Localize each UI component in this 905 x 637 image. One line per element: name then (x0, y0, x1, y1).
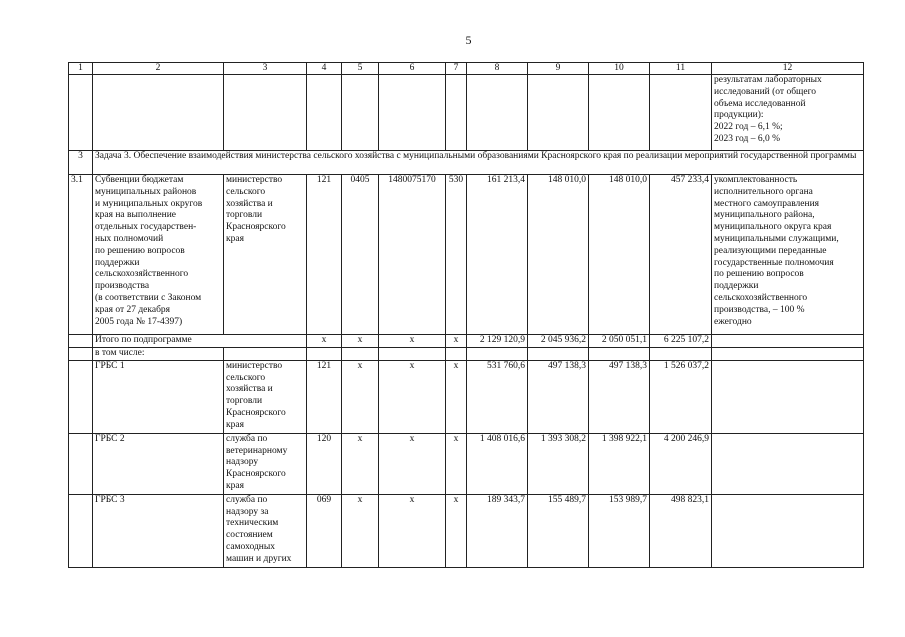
measure-number: 3.1 (69, 175, 93, 335)
grbs-org: служба по ветеринарному надзору Красноярского края (224, 433, 307, 494)
grbs-c5: x (342, 433, 379, 494)
grbs-c7: x (446, 360, 467, 433)
grbs-label: ГРБС 3 (93, 494, 224, 567)
grbs-2023: 497 138,3 (528, 360, 589, 433)
column-number-row (69, 63, 864, 75)
grbs-c6: x (379, 360, 446, 433)
col-number: 11 (650, 63, 712, 75)
measure-row (69, 175, 864, 335)
col-number: 12 (712, 63, 864, 75)
table-row (69, 360, 864, 433)
col-number: 4 (307, 63, 342, 75)
grbs-org: служба по надзору за техническим состоянием самоходных машин и других (224, 494, 307, 567)
including-label: в том числе: (93, 348, 224, 361)
grbs-org: министерство сельского хозяйства и торговли Красноярского края (224, 360, 307, 433)
col-number: 3 (224, 63, 307, 75)
continuation-result-text: результатам лабораторных исследований (от общего объема исследованной продукции): 2022 год – 6,1 %; 2023 год – 6,0 % (712, 75, 864, 151)
grbs-2024: 497 138,3 (589, 360, 650, 433)
grbs-code: 069 (307, 494, 342, 567)
total-label: Итого по подпрограмме (93, 335, 307, 348)
grbs-code: 121 (307, 360, 342, 433)
measure-code-csr: 1480075170 (379, 175, 446, 335)
including-row (69, 348, 864, 361)
task-row (69, 151, 864, 175)
measure-2023: 148 010,0 (528, 175, 589, 335)
col-number: 5 (342, 63, 379, 75)
total-c7: x (446, 335, 467, 348)
measure-code-vr: 530 (446, 175, 467, 335)
measure-grbs: министерство сельского хозяйства и торговли Красноярского края (224, 175, 307, 335)
grbs-total: 498 823,1 (650, 494, 712, 567)
continuation-row (69, 75, 864, 151)
col-number: 1 (69, 63, 93, 75)
grbs-c6: x (379, 494, 446, 567)
col-number: 7 (446, 63, 467, 75)
total-c4: x (307, 335, 342, 348)
grbs-2022: 189 343,7 (467, 494, 528, 567)
program-table (68, 62, 864, 568)
grbs-code: 120 (307, 433, 342, 494)
grbs-c7: x (446, 433, 467, 494)
page-number: 5 (465, 33, 472, 47)
grbs-label: ГРБС 1 (93, 360, 224, 433)
col-number: 10 (589, 63, 650, 75)
total-row (69, 335, 864, 348)
grbs-2024: 153 989,7 (589, 494, 650, 567)
col-number: 8 (467, 63, 528, 75)
total-sum: 6 225 107,2 (650, 335, 712, 348)
col-number: 2 (93, 63, 224, 75)
grbs-total: 1 526 037,2 (650, 360, 712, 433)
grbs-2023: 1 393 308,2 (528, 433, 589, 494)
measure-code-grbs: 121 (307, 175, 342, 335)
grbs-2022: 1 408 016,6 (467, 433, 528, 494)
total-2024: 2 050 051,1 (589, 335, 650, 348)
total-c5: x (342, 335, 379, 348)
table-row (69, 433, 864, 494)
table-row (69, 494, 864, 567)
grbs-2022: 531 760,6 (467, 360, 528, 433)
measure-name: Субвенции бюджетам муниципальных районов и муниципальных округов края на выполнение отдельных государствен- ных полномочий по решению вопросов поддержки сельскохозяйственного производства (в соответствии с Законом края от 27 декабря 2005 года № 17-4397) (93, 175, 224, 335)
col-number: 9 (528, 63, 589, 75)
total-c6: x (379, 335, 446, 348)
grbs-2024: 1 398 922,1 (589, 433, 650, 494)
grbs-c5: x (342, 494, 379, 567)
grbs-total: 4 200 246,9 (650, 433, 712, 494)
grbs-c5: x (342, 360, 379, 433)
measure-total: 457 233,4 (650, 175, 712, 335)
measure-2022: 161 213,4 (467, 175, 528, 335)
grbs-label: ГРБС 2 (93, 433, 224, 494)
task-number: 3 (69, 151, 93, 175)
grbs-c7: x (446, 494, 467, 567)
task-title: Задача 3. Обеспечение взаимодействия министерства сельского хозяйства с муниципальными образованиями Красноярского края по реализации мероприятий государственной программы (93, 151, 864, 175)
total-2023: 2 045 936,2 (528, 335, 589, 348)
col-number: 6 (379, 63, 446, 75)
measure-2024: 148 010,0 (589, 175, 650, 335)
measure-result: укомплектованность исполнительного органа местного самоуправления муниципального района, муниципального округа края муниципальными служащими, реализующими переданные государственные полномочия по решению вопросов поддержки сельскохозяйственного производства, – 100 % ежегодно (712, 175, 864, 335)
grbs-2023: 155 489,7 (528, 494, 589, 567)
measure-code-rzpr: 0405 (342, 175, 379, 335)
grbs-c6: x (379, 433, 446, 494)
total-2022: 2 129 120,9 (467, 335, 528, 348)
